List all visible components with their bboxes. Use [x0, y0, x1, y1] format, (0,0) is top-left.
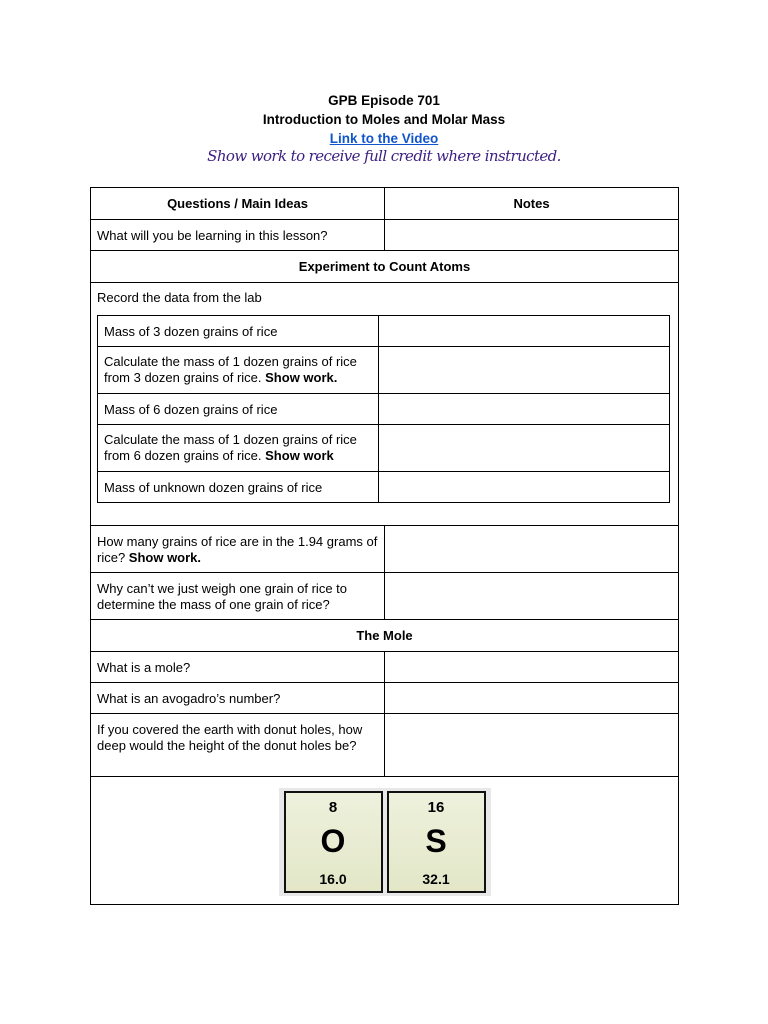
lab-answer-cell[interactable] [379, 394, 670, 425]
lab-label-text: Calculate the mass of 1 dozen grains of rice from 3 dozen grains of rice. [104, 354, 357, 385]
atomic-mass: 32.1 [422, 870, 450, 887]
lab-row [98, 425, 670, 472]
element-symbol: O [320, 822, 346, 859]
show-work-label: Show work. [128, 550, 202, 565]
lab-data-cell [91, 283, 679, 526]
table-row [91, 683, 679, 714]
section-row [91, 620, 679, 652]
lab-label-mass-6-dozen [98, 394, 379, 425]
lab-row [98, 316, 670, 347]
lab-label-text: Mass of unknown dozen grains of rice [104, 479, 323, 495]
lab-row [98, 472, 670, 503]
question-grains [91, 526, 385, 573]
answer-cell-weigh[interactable] [385, 573, 679, 620]
lab-data-row [91, 283, 679, 526]
element-tile-sulfur [387, 791, 486, 893]
element-tiles-image [279, 788, 491, 896]
lab-answer-cell[interactable] [379, 425, 670, 472]
lab-row [98, 347, 670, 394]
lab-answer-cell[interactable] [379, 316, 670, 347]
lab-row [98, 394, 670, 425]
image-row [91, 777, 679, 905]
lab-answer-cell[interactable] [379, 347, 670, 394]
question-donut: If you covered the earth with donut holes, how deep would the height of the donut holes be? [91, 714, 385, 777]
element-tiles-cell [91, 777, 679, 905]
question-text: How many grains of rice are in the 1.94 grams of rice? [97, 534, 378, 565]
question-avogadro: What is an avogadro’s number? [91, 683, 385, 714]
column-header-notes: Notes [385, 188, 679, 220]
atomic-number: 16 [427, 798, 445, 816]
table-row [91, 220, 679, 251]
lab-label-mass-3-dozen [98, 316, 379, 347]
answer-cell-donut[interactable] [385, 714, 679, 777]
lab-label-text: Calculate the mass of 1 dozen grains of rice from 6 dozen grains of rice. [104, 432, 357, 463]
video-link[interactable]: Link to the Video [329, 131, 439, 146]
show-work-label: Show work. [265, 370, 338, 385]
notes-table [90, 187, 679, 905]
element-symbol: S [425, 822, 447, 859]
answer-cell-grains[interactable] [385, 526, 679, 573]
table-row [91, 714, 679, 777]
column-header-questions: Questions / Main Ideas [91, 188, 385, 220]
lab-label-calc-3-dozen [98, 347, 379, 394]
table-row [91, 573, 679, 620]
lesson-title: Introduction to Moles and Molar Mass [262, 112, 506, 127]
show-work-label: Show work [265, 448, 334, 463]
answer-cell-learning[interactable] [385, 220, 679, 251]
lab-label-text: Mass of 6 dozen grains of rice [104, 401, 278, 417]
question-weigh: Why can’t we just weigh one grain of rice to determine the mass of one grain of rice? [91, 573, 385, 620]
answer-cell-avogadro[interactable] [385, 683, 679, 714]
lab-data-table [97, 315, 670, 503]
atomic-mass: 16.0 [319, 870, 347, 887]
table-header-row [91, 188, 679, 220]
section-heading-mole: The Mole [91, 620, 679, 652]
element-tile-oxygen [284, 791, 383, 893]
lab-label-calc-6-dozen [98, 425, 379, 472]
section-heading-experiment: Experiment to Count Atoms [91, 251, 679, 283]
table-row [91, 652, 679, 683]
lab-label-mass-unknown [98, 472, 379, 503]
question-mole: What is a mole? [91, 652, 385, 683]
lab-label-text: Mass of 3 dozen grains of rice [104, 323, 278, 339]
answer-cell-mole[interactable] [385, 652, 679, 683]
lab-answer-cell[interactable] [379, 472, 670, 503]
question-learning: What will you be learning in this lesson? [91, 220, 385, 251]
instruction-text: Show work to receive full credit where instructed. [207, 147, 561, 165]
section-row [91, 251, 679, 283]
lab-intro-text: Record the data from the lab [97, 290, 262, 305]
atomic-number: 8 [328, 798, 338, 816]
episode-title: GPB Episode 701 [328, 93, 440, 108]
table-row [91, 526, 679, 573]
